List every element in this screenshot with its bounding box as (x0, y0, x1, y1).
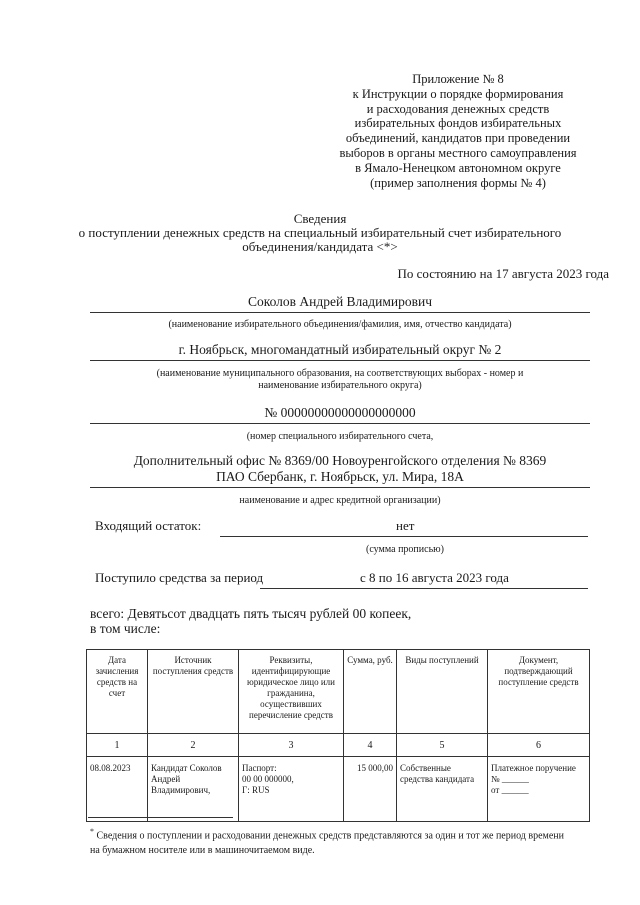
appendix-line: к Инструкции о порядке формирования (352, 86, 564, 101)
candidate-name: Соколов Андрей Владимирович (247, 294, 433, 309)
account-number: № 00000000000000000000 (264, 405, 416, 420)
requisites-line: Паспорт: (242, 763, 277, 773)
kind-line: Собственные (400, 763, 451, 773)
table-row (87, 757, 590, 822)
appendix-line: выборов в органы местного самоуправления (339, 145, 577, 160)
table-number-row (87, 734, 590, 757)
column-number: 6 (488, 734, 590, 757)
candidate-underline (90, 312, 590, 313)
column-number: 5 (397, 734, 488, 757)
account-caption: (номер специального избирательного счета, (246, 431, 434, 442)
cell-document (488, 757, 590, 822)
title-line: о поступлении денежных средств на специальный избирательный счет избирательного (78, 225, 562, 240)
opening-balance-label: Входящий остаток: (95, 518, 202, 533)
sum-text: 15 000,00 (357, 763, 393, 773)
header-cell: Реквизиты, идентифицирующие юридическое лицо или гражданина, осуществивших перечисление средств (239, 650, 344, 734)
kind-line: средства кандидата (400, 774, 475, 784)
account-underline (90, 423, 590, 424)
column-number: 2 (148, 734, 239, 757)
title-line: Сведения (293, 211, 347, 226)
total-amount (90, 606, 411, 636)
district-underline (90, 360, 590, 361)
document-line: № ______ (491, 774, 529, 784)
cell-source (148, 757, 239, 822)
district-name: г. Ноябрьск, многомандатный избирательный округ № 2 (178, 342, 502, 357)
appendix-line: избирательных фондов избирательных (354, 116, 562, 131)
date-text: 08.08.2023 (90, 763, 131, 773)
bank-address: ПАО Сбербанк, г. Ноябрьск, ул. Мира, 18А (216, 469, 464, 484)
appendix-line: Приложение № 8 (412, 72, 504, 86)
receipts-table (86, 649, 590, 822)
bank-caption: наименование и адрес кредитной организации) (239, 495, 441, 506)
footnote-text: Сведения о поступлении и расходовании денежных средств представляются за один и тот же период времени на бумажном носителе или в машиночитаемом виде. (90, 830, 565, 857)
header-cell: Источник поступления средств (148, 650, 239, 734)
column-number: 4 (344, 734, 397, 757)
document-line: Платежное поручение (491, 763, 576, 773)
title-line: объединения/кандидата <*> (242, 239, 398, 254)
requisites-line: Г: RUS (242, 785, 270, 795)
total-subline: в том числе: (90, 621, 161, 636)
requisites-line: 00 00 000000, (242, 774, 294, 784)
cell-kind (397, 757, 488, 822)
bank-name: Дополнительный офис № 8369/00 Новоуренгойского отделения № 8369 (133, 453, 547, 468)
district-caption: (наименование муниципального образования, на соответствующих выборах - номер и наименование избирательного округа) (156, 368, 524, 391)
candidate-caption: (наименование избирательного объединения/фамилия, имя, отчество кандидата) (168, 319, 512, 330)
cell-sum (344, 757, 397, 822)
source-line: Кандидат Соколов (151, 763, 222, 773)
appendix-line: (пример заполнения формы № 4) (370, 175, 546, 190)
appendix-line: и расходования денежных средств (366, 101, 550, 116)
header-cell: Дата зачисления средств на счет (87, 650, 148, 734)
appendix-line: объединений, кандидатов при проведении (345, 131, 571, 146)
cell-date (87, 757, 148, 822)
table-header-row (87, 650, 590, 734)
header-cell: Документ, подтверждающий поступление средств (488, 650, 590, 734)
header-cell: Сумма, руб. (344, 650, 397, 734)
column-number: 1 (87, 734, 148, 757)
period-label: Поступило средства за период (95, 570, 264, 585)
footnote-mark: * (90, 827, 94, 836)
period-underline (260, 588, 588, 589)
source-line: Андрей (151, 774, 181, 784)
period-value: с 8 по 16 августа 2023 года (360, 570, 509, 585)
column-number: 3 (239, 734, 344, 757)
document-title (60, 212, 580, 254)
footnote-separator (88, 817, 233, 818)
appendix-line: в Ямало-Ненецком автономном округе (355, 160, 561, 175)
source-line: Владимирович, (151, 785, 211, 795)
as-of-date: По состоянию на 17 августа 2023 года (397, 266, 609, 281)
opening-balance-caption: (сумма прописью) (366, 544, 444, 555)
document-line: от ______ (491, 785, 529, 795)
appendix-header (333, 72, 583, 190)
opening-balance-value: нет (396, 518, 415, 533)
footnote (90, 824, 570, 858)
opening-balance-underline (220, 536, 588, 537)
total-line: всего: Девятьсот двадцать пять тысяч рублей 00 копеек, (90, 606, 412, 621)
header-cell: Виды поступлений (397, 650, 488, 734)
cell-requisites (239, 757, 344, 822)
bank-underline (90, 487, 590, 488)
